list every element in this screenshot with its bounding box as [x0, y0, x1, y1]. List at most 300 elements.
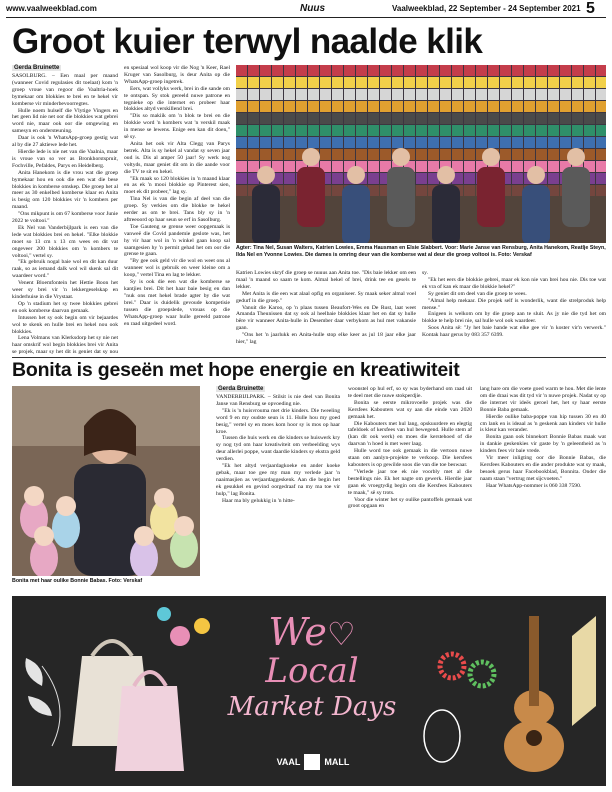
- blanket-square: [584, 101, 595, 112]
- blanket-square: [356, 77, 367, 88]
- person-head: [567, 148, 585, 166]
- blanket-square: [332, 89, 343, 100]
- blanket-square: [596, 161, 606, 172]
- blanket-square: [392, 101, 403, 112]
- blanket-square: [260, 65, 271, 76]
- blanket-square: [308, 65, 319, 76]
- blanket-square: [404, 125, 415, 136]
- blanket-square: [416, 173, 427, 184]
- blanket-square: [488, 125, 499, 136]
- blanket-square: [476, 101, 487, 112]
- blanket-square: [320, 89, 331, 100]
- blanket-square: [560, 101, 571, 112]
- blanket-square: [248, 89, 259, 100]
- blanket-square: [476, 77, 487, 88]
- group-photo: [236, 65, 606, 243]
- blanket-square: [536, 77, 547, 88]
- blanket-square: [284, 161, 295, 172]
- blanket-square: [320, 137, 331, 148]
- blanket-square: [416, 161, 427, 172]
- blanket-square: [380, 149, 391, 160]
- blanket-square: [596, 149, 606, 160]
- article1-col1-paragraph: Intussen het sy ook begin om vir bejaardes wol te skenk en hulle brei en hekel nou ook blokkies.: [12, 314, 118, 335]
- blanket-square: [596, 77, 606, 88]
- article1-col4-paragraph: sy.: [422, 270, 429, 276]
- blanket-square: [428, 149, 439, 160]
- blanket-square: [356, 113, 367, 124]
- blanket-square: [332, 113, 343, 124]
- blanket-square: [596, 65, 606, 76]
- blanket-square: [392, 77, 403, 88]
- blanket-square: [512, 161, 523, 172]
- blanket-square: [248, 101, 259, 112]
- blanket-square: [524, 65, 535, 76]
- article2-col2-paragraph: Bonita se eerste mikrovoelle projek was die Kersfees Kabouters wat sy aan die einde van 2020 gemaak het.: [348, 399, 472, 420]
- blanket-square: [524, 101, 535, 112]
- blanket-square: [464, 125, 475, 136]
- blanket-square: [236, 161, 247, 172]
- blanket-square: [512, 149, 523, 160]
- blanket-square: [356, 65, 367, 76]
- blanket-square: [308, 77, 319, 88]
- blanket-square: [428, 77, 439, 88]
- blanket-square: [344, 149, 355, 160]
- article1-col2-paragraph: Tina Nel is van die begin af deel van die groep. Sy verkies om die blokke te hekel eerder as om te brei. Tans bly sy in 'n aftreeoord op haar seun se erf in Sasolburg.: [124, 196, 230, 223]
- blanket-square: [404, 65, 415, 76]
- blanket-square: [296, 101, 307, 112]
- blanket-square: [572, 137, 583, 148]
- blanket-square: [284, 65, 295, 76]
- blanket-square: [548, 101, 559, 112]
- blanket-square: [464, 101, 475, 112]
- blanket-square: [308, 113, 319, 124]
- article2-col2-paragraph: Voor die winter het sy oulike pantoffels gemaak wat groot opgaan en: [348, 496, 472, 510]
- blanket-square: [560, 77, 571, 88]
- blanket-square: [236, 89, 247, 100]
- person-body: [297, 167, 325, 227]
- blanket-square: [320, 113, 331, 124]
- article1-headline: Groot kuier terwyl naalde klik: [12, 22, 483, 61]
- blanket-square: [308, 125, 319, 136]
- blanket-square: [524, 137, 535, 148]
- blanket-square: [548, 125, 559, 136]
- blanket-square: [248, 137, 259, 148]
- blanket-square: [236, 113, 247, 124]
- blanket-square: [452, 89, 463, 100]
- article1-col2-paragraph: "By gee ook geld vir die wol en weet ons al wanneer wol is gebruik en weer kleine om a koop," vertel Tina en lag te lekker.: [124, 258, 230, 279]
- blanket-square: [572, 65, 583, 76]
- doll-head: [174, 516, 194, 536]
- blanket-square: [236, 173, 247, 184]
- blanket-square: [440, 125, 451, 136]
- blanket-square: [416, 113, 427, 124]
- blanket-square: [404, 77, 415, 88]
- doll-head: [24, 486, 44, 506]
- article1-col2-paragraph: "Ek maak so 120 blokkies in 'n maand klaar en as ek 'n mooi blokkie op Pinterest sien, moet ek dit probeer," lag sy.: [124, 175, 230, 196]
- article2-column-2: [348, 386, 472, 590]
- blanket-square: [536, 125, 547, 136]
- blanket-square: [236, 65, 247, 76]
- blanket-square: [272, 77, 283, 88]
- advert-title-we: [242, 610, 382, 656]
- blanket-square: [464, 89, 475, 100]
- blanket-square: [500, 125, 511, 136]
- article1-photo-caption: Agter: Tina Nel, Susan Walters, Katrien Lowies, Emma Hausman en Elsie Slabbert. Voor: Marie Janse van Rensburg, Anita Hanekom, Reatlje Steyn, Ilda Nel en Yvonne Lowies. Die dames is omring deur van die komberse wat al deur die groep voltooi is. Foto: Verskaf: [236, 245, 606, 258]
- blanket-square: [452, 137, 463, 148]
- blanket-square: [344, 113, 355, 124]
- blanket-square: [428, 125, 439, 136]
- blanket-square: [380, 101, 391, 112]
- heart-icon: ♡: [326, 615, 356, 653]
- article1-col1-paragraph: Daar is ook 'n WhatsApp-groep gestig wat al by die 27 aktiewe lede het.: [12, 135, 118, 149]
- blanket-square: [248, 65, 259, 76]
- article2-col3-paragraph: Haar WhatsApp-nommer is 060 338 7590.: [486, 482, 582, 489]
- blanket-square: [248, 77, 259, 88]
- article1-col4-paragraph: "Almal help mekaar. Die projek self is wonderlik, want die strelproduk help mense.": [422, 297, 606, 311]
- blanket-square: [368, 125, 379, 136]
- blanket-square: [320, 101, 331, 112]
- person-body: [342, 185, 370, 243]
- logo-mall-text: MALL: [324, 757, 350, 767]
- blanket-square: [560, 89, 571, 100]
- blanket-square: [488, 89, 499, 100]
- doll-head: [34, 526, 54, 546]
- blanket-square: [344, 101, 355, 112]
- blanket-square: [260, 137, 271, 148]
- blanket-square: [356, 149, 367, 160]
- article2-photo-caption: Bonita met haar oulike Bonnie Babas. Foto: Verskaf: [12, 578, 143, 584]
- blanket-square: [356, 125, 367, 136]
- blanket-square: [524, 89, 535, 100]
- blanket-square: [500, 77, 511, 88]
- article1-col3-paragraph: Met Anita is die een wat alaal opfig en organiseer. Sy maak seker almal voel gedurf in die groep.": [236, 290, 416, 304]
- person-head: [347, 166, 365, 184]
- blanket-square: [416, 137, 427, 148]
- blanket-square: [272, 101, 283, 112]
- article2-headline: Bonita is geseën met hope energie en kreatiwiteit: [12, 359, 460, 381]
- blanket-square: [380, 137, 391, 148]
- person-body: [252, 185, 280, 243]
- blanket-square: [272, 65, 283, 76]
- advert-title-local: Local: [265, 651, 359, 691]
- blanket-square: [536, 101, 547, 112]
- blanket-square: [332, 137, 343, 148]
- knitting-group-image: [236, 65, 606, 243]
- blanket-square: [236, 77, 247, 88]
- blanket-square: [428, 161, 439, 172]
- blanket-square: [560, 113, 571, 124]
- blanket-square: [404, 113, 415, 124]
- issue-date: Vaalweekblad, 22 September - 24 September 2021: [392, 4, 581, 13]
- blanket-square: [584, 125, 595, 136]
- blanket-square: [572, 113, 583, 124]
- article1-column-1: [12, 73, 118, 356]
- blanket-square: [296, 77, 307, 88]
- blanket-square: [572, 77, 583, 88]
- blanket-square: [476, 65, 487, 76]
- blanket-square: [248, 125, 259, 136]
- blanket-square: [416, 89, 427, 100]
- article2-col3-paragraph: Bonita gaan ook binnekort Bonnie Babas maak wat in dankie geskenkies vir gaste by 'n geleentheid as 'n kinders fees vir baie vrede.: [480, 434, 606, 455]
- blanket-square: [464, 161, 475, 172]
- blanket-square: [464, 137, 475, 148]
- blanket-square: [596, 113, 606, 124]
- article1-column-4: [422, 270, 606, 356]
- blanket-square: [584, 149, 595, 160]
- blanket-square: [512, 77, 523, 88]
- advert-title-we-text: We: [268, 610, 327, 654]
- blanket-square: [356, 137, 367, 148]
- blanket-square: [512, 113, 523, 124]
- blanket-square: [416, 149, 427, 160]
- website-url: www.vaalweekblad.com: [6, 4, 97, 13]
- doll-head: [134, 526, 154, 546]
- blanket-square: [392, 137, 403, 148]
- article1-col2-paragraph: Anita het ook vir Alta Clegg van Parys betrek. Alta is sy hekel al vandat sy seven jaar oud is. Dis al amper 50 jaar! Sy werk nog voltyds, maar geniet dit om in die aande voor die TV te sit en hekel.: [124, 140, 230, 175]
- article1-col2-paragraph: Sy is ook die een wat die komberse se kantjies brei. Dit het haar baie besig en dan "nuk ons met hekel brade agter by die wat brei." Daar is duidelik gevoude kompetisie tussen die groepslede, vrouas op die WhatsApp-groep waar hulle gereeld patrone en raad uitgedeel word.: [124, 279, 230, 327]
- blanket-square: [500, 149, 511, 160]
- blanket-square: [500, 101, 511, 112]
- person-body: [432, 185, 460, 243]
- blanket-square: [392, 65, 403, 76]
- blanket-square: [320, 65, 331, 76]
- blanket-square: [476, 125, 487, 136]
- blanket-square: [548, 65, 559, 76]
- article2-column-3: [480, 386, 606, 590]
- blanket-square: [308, 101, 319, 112]
- article1-col1-paragraph: "Ek gebruik nogal baie wol en dit kan duur raak, so as iemand dalk wol wil skenk sal dit waardeer word.": [12, 259, 118, 280]
- article2-col2-paragraph: "Verlede jaar toe ek nie voorbly met al die bestellings nie. Ek het nagte om gewerk. Hierdie jaar gaan ek vroegtydig begin om die Kersfees Kabouters te maak," sê sy trots.: [348, 468, 472, 496]
- article2-byline: Gerda Bruinette: [218, 386, 264, 392]
- blanket-square: [452, 113, 463, 124]
- blanket-square: [380, 89, 391, 100]
- blanket-square: [512, 125, 523, 136]
- blanket-square: [380, 65, 391, 76]
- blanket-square: [428, 137, 439, 148]
- blanket-square: [548, 137, 559, 148]
- article1-col4-paragraph: "Ek het eers die blokkie gebrei, maar ek kon nie van brei hou nie. Dis toe wat ek vra of kan ek maar die blokkie hekel?": [422, 276, 606, 290]
- blanket-square: [524, 125, 535, 136]
- blanket-square: [452, 101, 463, 112]
- person-body: [522, 185, 550, 243]
- article2-col2-paragraph: woonstel op hul erf, so sy was byderhand om raad uit te deel met die nuwe stokperdjie.: [348, 386, 472, 399]
- blanket-square: [452, 77, 463, 88]
- blanket-square: [236, 137, 247, 148]
- blanket-square: [416, 65, 427, 76]
- blanket-square: [284, 113, 295, 124]
- mall-logo-icon: [304, 754, 320, 770]
- blanket-square: [260, 125, 271, 136]
- article2-col1-paragraph: Haar ma bly gelukkig in 'n hitte-: [222, 497, 295, 504]
- blanket-square: [296, 113, 307, 124]
- article1-col3-paragraph: Katrien Lowies skryf die groep se nuuus aan Anita toe. "Dis baie lekker om een maal 'n maand so saam te kom. Almal hekel of brei, drink tee en gesels te lekker.: [236, 270, 416, 290]
- blanket-square: [584, 89, 595, 100]
- blanket-square: [272, 149, 283, 160]
- blanket-square: [548, 113, 559, 124]
- blanket-square: [596, 173, 606, 184]
- blanket-square: [296, 65, 307, 76]
- blanket-square: [500, 113, 511, 124]
- blanket-square: [236, 101, 247, 112]
- blanket-square: [248, 149, 259, 160]
- market-days-advert: [12, 596, 606, 786]
- bonita-dolls-image: [12, 386, 200, 576]
- blanket-square: [560, 65, 571, 76]
- blanket-square: [500, 137, 511, 148]
- blanket-square: [236, 149, 247, 160]
- blanket-square: [524, 77, 535, 88]
- blanket-square: [560, 137, 571, 148]
- doll-head: [154, 488, 174, 508]
- blanket-square: [368, 161, 379, 172]
- blanket-square: [248, 161, 259, 172]
- blanket-square: [416, 101, 427, 112]
- article1-col3-paragraph: Vanuit die Karoo, op 'n plaas tussen Beaufort-Wes en De Rust, laat weet Amanda Theunissen dat sy ook al heelbaie blokkies klaar het en dat sy hulle bêre vir wanneer Anita-hulle in Desember daar verbykom as hul met vakansie gaan.: [236, 304, 416, 332]
- blanket-square: [296, 137, 307, 148]
- blanket-square: [512, 137, 523, 148]
- blanket-square: [332, 77, 343, 88]
- blanket-square: [320, 77, 331, 88]
- article1-col2-paragraph: Eers, wat vollyks werk, brei in die sande om te ontspan. Sy stok gereeld nuwe patrone en tegnieke op die internet en probeer haar blokkies altyd verskillend brei.: [124, 85, 230, 113]
- blanket-square: [284, 125, 295, 136]
- blanket-square: [596, 137, 606, 148]
- blanket-square: [272, 137, 283, 148]
- blanket-square: [512, 173, 523, 184]
- blanket-square: [572, 101, 583, 112]
- blanket-square: [344, 137, 355, 148]
- blanket-square: [584, 65, 595, 76]
- blanket-square: [536, 137, 547, 148]
- logo-vaal-text: VAAL: [276, 757, 301, 767]
- article1-col1-paragraph: Anita Hanekom is die vrou wat die groep bymekaar hou en ook die een wat die bese blokkies in komberse omskep. Die groep het al meer as 30 enkelbed komberse klaar en Anita is besig om 120 blokkies vir 'n kombers per maand.: [12, 169, 118, 211]
- blanket-square: [392, 125, 403, 136]
- article2-col1-paragraph: "Ek is 'n huisvrouma met drie kinders. Die tweeling word 9 en my oudste seun is 11. Hulle hou my goed besig," vertel sy en moes kom hoor sy is mos op haar kroe.: [216, 407, 340, 435]
- blanket-square: [548, 149, 559, 160]
- blanket-square: [440, 149, 451, 160]
- blanket-square: [368, 89, 379, 100]
- blanket-square: [428, 65, 439, 76]
- page-number: 5: [586, 0, 595, 17]
- blanket-square: [284, 137, 295, 148]
- blanket-square: [464, 77, 475, 88]
- blanket-square: [464, 149, 475, 160]
- blanket-square: [596, 89, 606, 100]
- blanket-square: [368, 113, 379, 124]
- person-head: [257, 166, 275, 184]
- blanket-square: [284, 89, 295, 100]
- blanket-square: [260, 149, 271, 160]
- advert-title-market-days: Market Days: [227, 692, 397, 722]
- article1-col2-paragraph: Toe Gauteng se grense weer oopgemaak is vanweë die Covid pandemie geslote was, het hy vir haar wol in 'n winkel gaan koop sal saamgesien hy 'n permit gehad het om oor die grense te gaan.: [124, 223, 230, 258]
- article2-col3-paragraph: Vir meer inligting oor die Bonnie Babas, die Kersfees Kabouters en die ander produkte wat sy maak, besoek gerus haar Facebookblad, Bonnita. Onder die naam staan "vertrug met sijcvoeten.": [480, 455, 606, 482]
- blanket-square: [476, 89, 487, 100]
- article2-col1-paragraph: Tussen die huis werk en die kinders se huiswerk kry sy nog tyd om haar kreatiwiteit om verbeelding wys deur allerlei poppe, want daardie kinders sy ekstra geld verdien.: [216, 435, 340, 463]
- blanket-square: [524, 149, 535, 160]
- person-body: [562, 167, 590, 227]
- person-body: [387, 167, 415, 227]
- blanket-square: [536, 149, 547, 160]
- header-rule: [6, 17, 606, 18]
- blanket-square: [536, 89, 547, 100]
- blanket-square: [344, 77, 355, 88]
- blanket-square: [392, 89, 403, 100]
- blanket-square: [476, 113, 487, 124]
- person-head: [437, 166, 455, 184]
- blanket-square: [488, 113, 499, 124]
- blanket-square: [584, 113, 595, 124]
- article1-col4-paragraph: Soos Anita sê: "Jy het baie hande wat elke gee vir 'n koster vir'n verwerk." Kontak haar gerus by 083 357 6399.: [422, 325, 606, 339]
- blanket-square: [368, 101, 379, 112]
- blanket-square: [512, 101, 523, 112]
- article1-col4-paragraph: Enigeen is welkom om by die groep aan te sluit. As jy nie die tyd het om blokke te help brei nie, sal hulle wol ook waardeer.: [422, 311, 606, 325]
- blanket-square: [524, 113, 535, 124]
- doll-head: [56, 496, 76, 516]
- blanket-square: [332, 173, 343, 184]
- blanket-square: [428, 113, 439, 124]
- blanket-square: [440, 89, 451, 100]
- article1-col2-paragraph: "Dis so makiik om 'n blok te brei en die blokkie word 'n kombers wat 'n verskil maak in mense se lewens. Enige een kan dit doen," sê sy.: [124, 113, 230, 141]
- section-label: Nuus: [300, 3, 325, 14]
- blanket-square: [284, 149, 295, 160]
- blanket-square: [536, 65, 547, 76]
- blanket-square: [404, 89, 415, 100]
- article1-col1-paragraph: Hierdie lede is nie net van die Vaalnia, maar is vroue van so ver as Bronkhorstspruit, Fochville, Pefaldes, Parys en Heidelberg.: [12, 148, 118, 169]
- blanket-square: [440, 101, 451, 112]
- blanket-square: [380, 77, 391, 88]
- blanket-square: [392, 113, 403, 124]
- article1-col1-paragraph: Ek Nel van Vanderbijlpark is een van die lede wat blokkies brei en hekel. "Elke blokkie moet so 13 cm x 13 cm wees en dit vat ongeveer 200 blokkies om 'n kombers te voltooi," vertel sy.: [12, 224, 118, 259]
- blanket-square: [428, 101, 439, 112]
- blanket-square: [488, 137, 499, 148]
- blanket-square: [284, 77, 295, 88]
- article1-column-3: [236, 270, 416, 356]
- article2-col3-paragraph: lang hare om die voete goed warm te hou. Met die lente om die draai was dit tyd vir 'n nuwe projek. Nadat sy op die internet vir ideës geroel het, het sy haar eerste Bonnie Baba gemaak.: [480, 386, 606, 413]
- blanket-square: [560, 125, 571, 136]
- blanket-square: [260, 101, 271, 112]
- blanket-square: [548, 161, 559, 172]
- blanket-square: [308, 137, 319, 148]
- blanket-square: [440, 113, 451, 124]
- blanket-square: [452, 65, 463, 76]
- person-body: [477, 167, 505, 227]
- person-head: [392, 148, 410, 166]
- blanket-square: [284, 173, 295, 184]
- blanket-square: [536, 113, 547, 124]
- article1-col3-paragraph: "Ons het 'n jaarlukk en Anita-hulle stop elke keer as jul 18 jaar elke jaar hier," lag: [236, 332, 416, 346]
- article2-col1-paragraph: VANDERBIJLPARK. – Stilsit is nie deel van Bonita Janse van Rensburg se opvoeding nie.: [216, 394, 340, 407]
- blanket-square: [572, 125, 583, 136]
- blanket-square: [440, 77, 451, 88]
- blanket-square: [344, 89, 355, 100]
- blanket-square: [368, 77, 379, 88]
- blanket-square: [416, 77, 427, 88]
- blanket-square: [596, 125, 606, 136]
- blanket-square: [416, 125, 427, 136]
- blanket-square: [356, 89, 367, 100]
- blanket-square: [332, 65, 343, 76]
- blanket-square: [512, 65, 523, 76]
- article2-col2-paragraph: Die Kabouters met hul lang, opskuurdere en elegtig tafeldoek of kersfees van hul bewegend. Hulle stem af (kan dit ook werk) en moes die kerstehoed of die daarvan 'n hoed is met weer laag.: [348, 420, 472, 448]
- article2-column-1: [216, 394, 340, 590]
- blanket-square: [260, 77, 271, 88]
- blanket-square: [476, 137, 487, 148]
- blanket-square: [368, 173, 379, 184]
- blanket-square: [440, 137, 451, 148]
- blanket-square: [596, 101, 606, 112]
- blanket-square: [584, 137, 595, 148]
- blanket-square: [488, 65, 499, 76]
- article1-col1-paragraph: Lena Volmans van Klerksdorp het sy nie net haar omskrif wol begin blokkies brei vir Anita se projek, maar sy het dit is geniet dat sy nou: [12, 335, 118, 356]
